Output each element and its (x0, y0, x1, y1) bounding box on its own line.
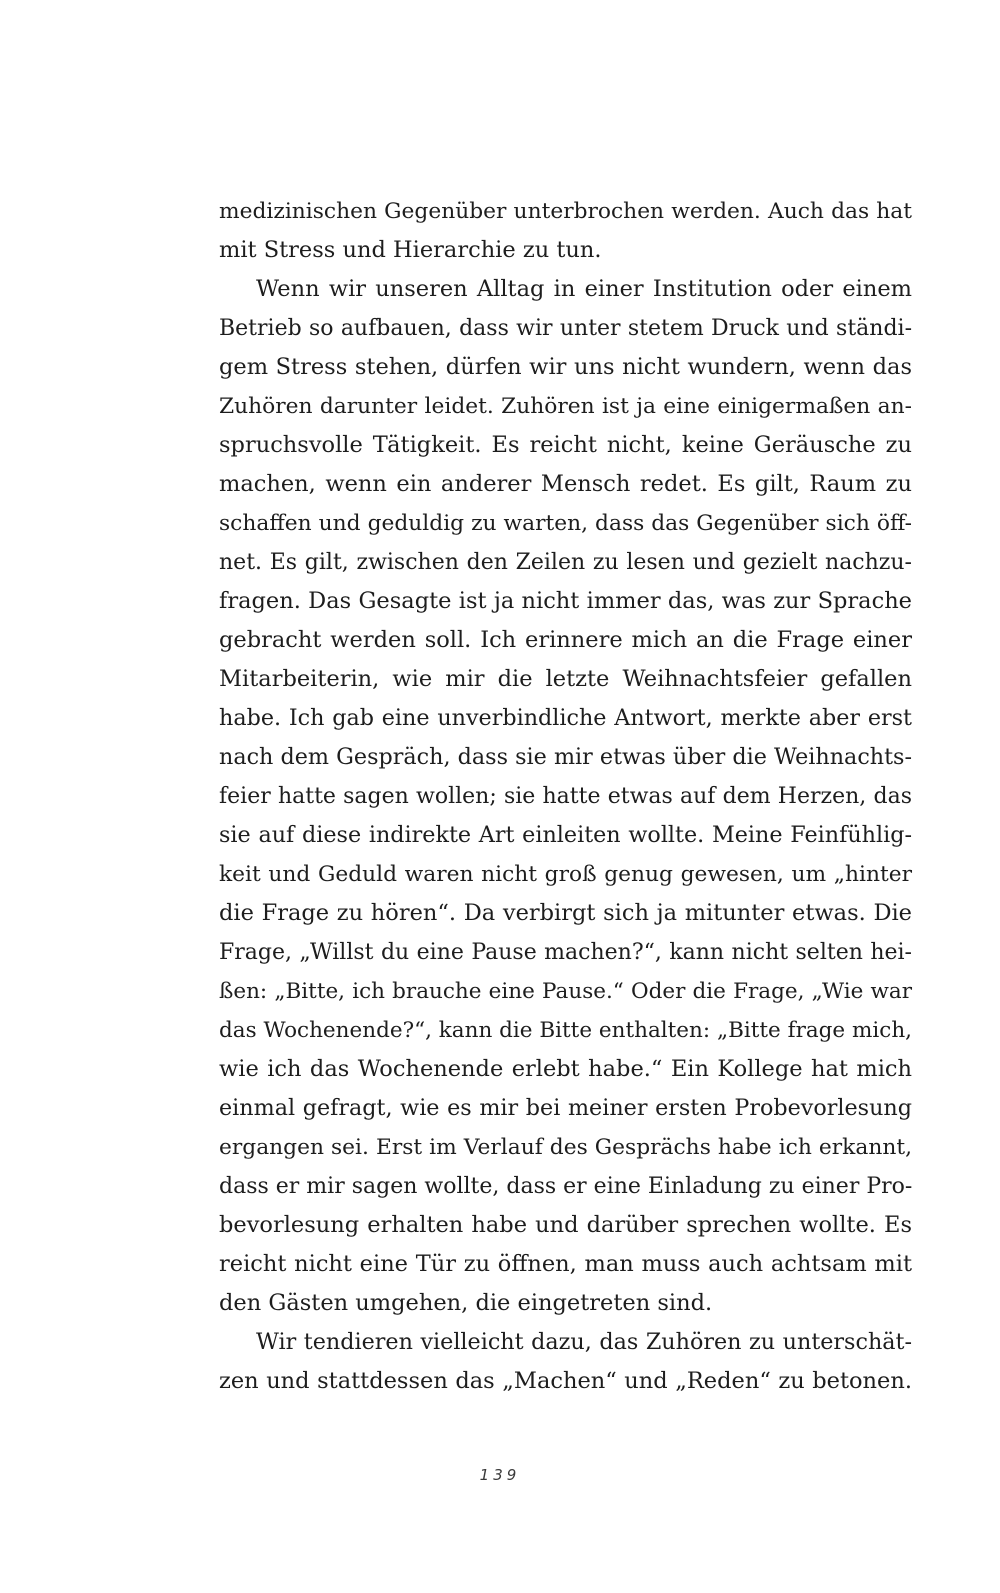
text-line: fragen. Das Gesagte ist ja nicht immer das, was zur Sprache (219, 588, 912, 614)
text-line: zen und stattdessen das „Machen“ und „Reden“ zu betonen. (219, 1368, 912, 1394)
text-line: Betrieb so aufbauen, dass wir unter stetem Druck und ständi- (219, 316, 912, 341)
text-line: das Wochenende?“, kann die Bitte enthalten: „Bitte frage mich, (219, 1018, 912, 1043)
text-line: net. Es gilt, zwischen den Zeilen zu lesen und gezielt nachzu- (219, 550, 912, 575)
text-line: gebracht werden soll. Ich erinnere mich an die Frage einer (219, 627, 912, 653)
text-line: dass er mir sagen wollte, dass er eine Einladung zu einer Pro- (219, 1174, 913, 1199)
text-line: einmal gefragt, wie es mir bei meiner ersten Probevorlesung (219, 1095, 912, 1121)
text-line: Wenn wir unseren Alltag in einer Institution oder einem (256, 276, 912, 302)
text-line: reicht nicht eine Tür zu öffnen, man muss auch achtsam mit (219, 1251, 912, 1277)
text-line: sie auf diese indirekte Art einleiten wollte. Meine Feinfühlig- (219, 822, 912, 848)
text-line: mit Stress und Hierarchie zu tun. (219, 237, 602, 263)
text-line: wie ich das Wochenende erlebt habe.“ Ein Kollege hat mich (219, 1056, 912, 1082)
text-line: habe. Ich gab eine unverbindliche Antwort, merkte aber erst (219, 705, 912, 731)
text-line: die Frage zu hören“. Da verbirgt sich ja mitunter etwas. Die (219, 900, 912, 926)
text-line: gem Stress stehen, dürfen wir uns nicht wundern, wenn das (219, 354, 912, 380)
text-line: schaffen und geduldig zu warten, dass das Gegenüber sich öff- (219, 511, 912, 536)
text-line: Frage, „Willst du eine Pause machen?“, kann nicht selten hei- (219, 940, 912, 965)
text-line: spruchsvolle Tätigkeit. Es reicht nicht, keine Geräusche zu (219, 432, 912, 458)
page-number: 139 (479, 1466, 521, 1484)
text-line: ergangen sei. Erst im Verlauf des Gesprächs habe ich erkannt, (219, 1135, 912, 1160)
text-line: nach dem Gespräch, dass sie mir etwas über die Weihnachts- (219, 744, 912, 770)
text-line: feier hatte sagen wollen; sie hatte etwas auf dem Herzen, das (219, 784, 912, 809)
text-line: machen, wenn ein anderer Mensch redet. Es gilt, Raum zu (219, 471, 912, 497)
text-line: ßen: „Bitte, ich brauche eine Pause.“ Oder die Frage, „Wie war (219, 979, 912, 1004)
text-line: bevorlesung erhalten habe und darüber sprechen wollte. Es (219, 1212, 912, 1238)
text-line: Wir tendieren vielleicht dazu, das Zuhören zu unterschät- (256, 1329, 912, 1355)
text-line: Mitarbeiterin, wie mir die letzte Weihnachtsfeier gefallen (219, 666, 912, 692)
text-line: keit und Geduld waren nicht groß genug gewesen, um „hinter (219, 862, 912, 887)
text-line: Zuhören darunter leidet. Zuhören ist ja eine einigermaßen an- (219, 394, 912, 419)
text-line: medizinischen Gegenüber unterbrochen werden. Auch das hat (219, 199, 912, 224)
body-text (219, 192, 912, 1401)
text-line: den Gästen umgehen, die eingetreten sind. (219, 1290, 713, 1316)
